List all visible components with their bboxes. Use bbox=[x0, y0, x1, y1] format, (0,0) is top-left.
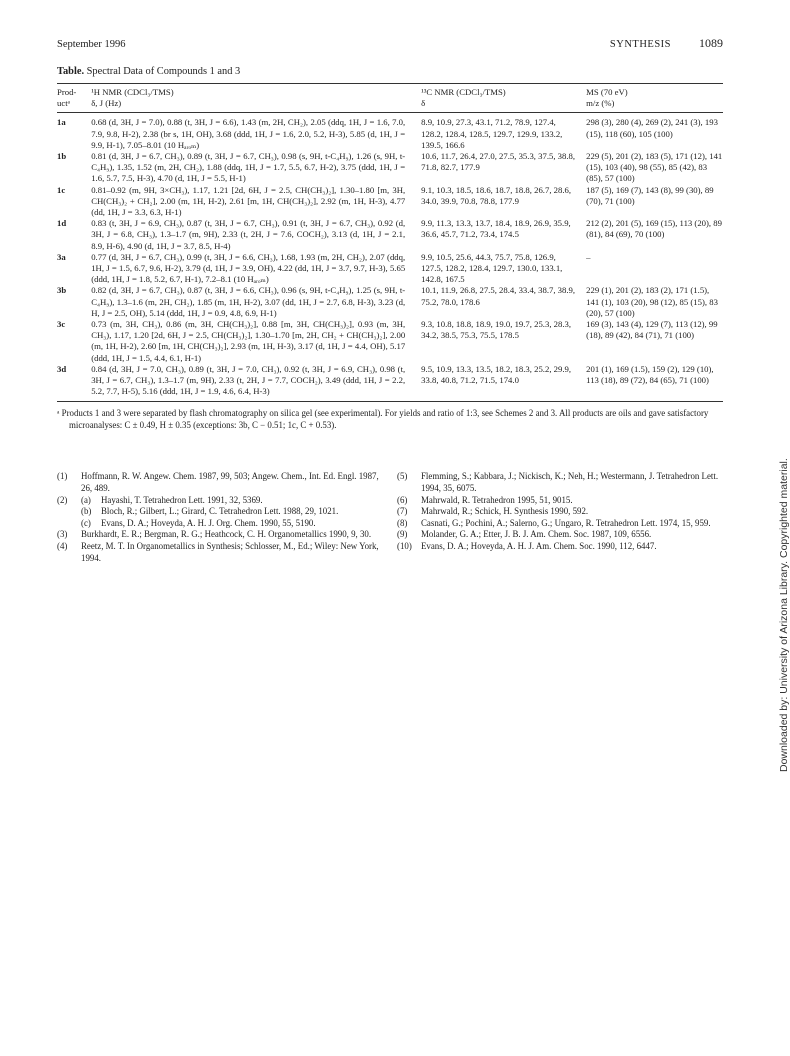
reference-body bbox=[81, 495, 383, 507]
cell-cnmr: 10.6, 11.7, 26.4, 27.0, 27.5, 35.3, 37.5, 38.8, 71.8, 82.7, 177.9 bbox=[421, 151, 576, 173]
reference-item bbox=[57, 529, 383, 541]
cell-product: 3c bbox=[57, 319, 66, 330]
reference-text: Mahrwald, R. Tetrahedron 1995, 51, 9015. bbox=[421, 494, 573, 505]
col-header-line: ¹³C NMR (CDCl₃/TMS) bbox=[421, 87, 506, 97]
table-caption bbox=[57, 66, 723, 77]
reference-item bbox=[57, 506, 383, 518]
cell-ms: 201 (1), 169 (1.5), 159 (2), 129 (10), 113 (18), 89 (72), 84 (65), 71 (100) bbox=[586, 363, 714, 386]
reference-text: Molander, G. A.; Etter, J. B. J. Am. Chem. Soc. 1987, 109, 6556. bbox=[421, 529, 652, 540]
reference-item bbox=[57, 541, 383, 564]
cell-product: 3d bbox=[57, 363, 67, 374]
cell-ms: 212 (2), 201 (5), 169 (15), 113 (20), 89 (81), 84 (69), 70 (100) bbox=[586, 218, 722, 240]
cell-cnmr: 10.1, 11.9, 26.8, 27.5, 28.4, 33.4, 38.7, 38.9, 75.2, 78.0, 178.6 bbox=[421, 285, 576, 307]
reference-number bbox=[57, 506, 81, 518]
cell-ms: 229 (5), 201 (2), 183 (5), 171 (12), 141 (15), 103 (40), 98 (55), 85 (42), 83 (85), 57 (100) bbox=[586, 151, 723, 184]
cell-ms: 298 (3), 280 (4), 269 (2), 241 (3), 193 (15), 118 (60), 105 (100) bbox=[586, 117, 718, 139]
page-number: 1089 bbox=[699, 36, 723, 50]
reference-text: Evans, D. A.; Hoveyda, A. H. J. Am. Chem. Soc. 1990, 112, 6447. bbox=[421, 541, 657, 552]
table-row bbox=[57, 113, 723, 151]
cell-ms: 169 (3), 143 (4), 129 (7), 113 (12), 99 (18), 89 (42), 84 (71), 71 (100) bbox=[586, 319, 718, 341]
spectral-data-table bbox=[57, 83, 723, 402]
reference-number: (1) bbox=[57, 471, 68, 482]
cell-hnmr: 0.81–0.92 (m, 9H, 3×CH₃), 1.17, 1.21 [2d, 6H, J = 2.5, CH(CH₃)₂], 1.30–1.80 [m, 3H, CH(CH₃)₂ + CH₂], 2.00 (m, 1H, H-2), 2.61 [m, 1H, CH(CH₃)₂], 2.92 (m, 1H, H-3), 4.77 (dd, 1H, J = 3.3, 6.3, H-1) bbox=[91, 184, 406, 218]
cell-cnmr: 9.9, 10.5, 25.6, 44.3, 75.7, 75.8, 126.9, 127.5, 128.2, 128.4, 129.7, 130.0, 133.1, 142.8, 167.5 bbox=[421, 251, 563, 285]
reference-item bbox=[397, 495, 723, 507]
reference-number: (3) bbox=[57, 529, 68, 540]
cell-product: 1a bbox=[57, 117, 66, 128]
cell-hnmr: 0.73 (m, 3H, CH₃), 0.86 (m, 3H, CH(CH₃)₂], 0.88 [m, 3H, CH(CH₃)₂], 0.93 (m, 3H, CH₃), 1.17, 1.20 [2d, 6H, J = 2.5, CH(CH₃)₂], 1.30–1.70 [m, 2H, CH₂ + CH(CH₃)₂], 2.00 (m, 1H, H-2), 2.60 [m, 1H, CH(CH₃)₂], 2.93 (m, 1H, H-3), 3.17 (d, 1H, J = 4.4, OH), 5.17 (ddd, 1H, J = 1.5, 4.4, 6.1, H-1) bbox=[91, 319, 406, 363]
reference-number: (5) bbox=[397, 471, 408, 482]
cell-ms: – bbox=[586, 251, 591, 262]
reference-subletter: (b) bbox=[81, 506, 92, 517]
journal-name: SYNTHESIS bbox=[609, 39, 671, 50]
cell-hnmr: 0.82 (d, 3H, J = 6.7, CH₃), 0.87 (t, 3H, J = 6.6, CH₃), 0.96 (s, 9H, t-C₄H₉), 1.25 (s, 9H, t-C₄H₉), 1.3–1.6 (m, 2H, CH₂), 1.85 (m, 1H, H-2), 3.07 (dd, 1H, J = 2.7, 6.8, H-3), 3.23 (d, H, J = 2.5, OH), 5.14 (ddd, 1H, J = 0.9, 4.8, 6.9, H-1) bbox=[91, 285, 406, 318]
reference-number: (2) bbox=[57, 494, 68, 505]
cell-ms: 229 (1), 201 (2), 183 (2), 171 (1.5), 141 (1), 103 (20), 98 (12), 85 (15), 83 (20), 57 (100) bbox=[586, 285, 718, 318]
reference-text: Casnati, G.; Pochini, A.; Salerno, G.; Ungaro, R. Tetrahedron Lett. 1974, 15, 959. bbox=[421, 517, 711, 528]
cell-cnmr: 9.9, 11.3, 13.3, 13.7, 18.4, 18.9, 26.9, 35.9, 36.6, 45.7, 71.2, 73.4, 174.5 bbox=[421, 218, 571, 240]
references bbox=[57, 471, 723, 564]
issue-date: September 1996 bbox=[57, 39, 126, 50]
table-row bbox=[57, 151, 723, 185]
reference-text: Burkhardt, E. R.; Bergman, R. G.; Heathcock, C. H. Organometallics 1990, 9, 30. bbox=[81, 529, 372, 540]
col-header-line: ¹H NMR (CDCl₃/TMS) bbox=[91, 87, 174, 97]
table-row bbox=[57, 319, 723, 364]
reference-item bbox=[397, 518, 723, 530]
col-header-cnmr bbox=[419, 84, 586, 113]
reference-number: (8) bbox=[397, 517, 408, 528]
reference-item bbox=[397, 529, 723, 541]
table-row bbox=[57, 364, 723, 402]
reference-item bbox=[397, 506, 723, 518]
reference-item bbox=[57, 495, 383, 507]
col-header-line: m/z (%) bbox=[586, 98, 615, 109]
cell-cnmr: 8.9, 10.9, 27.3, 43.1, 71.2, 78.9, 127.4, 128.2, 128.4, 128.5, 129.7, 129.9, 133.2, 139.5, 166.6 bbox=[421, 117, 563, 150]
cell-product: 3a bbox=[57, 251, 66, 262]
reference-body bbox=[81, 506, 383, 518]
reference-text: Evans, D. A.; Hoveyda, A. H. J. Org. Chem. 1990, 55, 5190. bbox=[101, 517, 316, 528]
reference-text: Reetz, M. T. In Organometallics in Synthesis; Schlosser, M., Ed.; Wiley: New York, 1994. bbox=[81, 541, 379, 563]
running-header bbox=[57, 36, 723, 52]
reference-number: (6) bbox=[397, 494, 408, 505]
journal-page bbox=[57, 36, 723, 564]
col-header-product bbox=[57, 84, 91, 113]
col-header-ms bbox=[586, 84, 723, 113]
cell-cnmr: 9.1, 10.3, 18.5, 18.6, 18.7, 18.8, 26.7, 28.6, 34.0, 39.9, 70.8, 78.8, 177.9 bbox=[421, 184, 572, 206]
reference-number: (4) bbox=[57, 541, 68, 552]
reference-text: Hoffmann, R. W. Angew. Chem. 1987, 99, 503; Angew. Chem., Int. Ed. Engl. 1987, 26, 489. bbox=[81, 471, 379, 494]
cell-product: 3b bbox=[57, 285, 67, 296]
col-header-line: δ bbox=[421, 98, 426, 109]
cell-product: 1b bbox=[57, 151, 67, 162]
cell-hnmr: 0.68 (d, 3H, J = 7.0), 0.88 (t, 3H, J = 6.6), 1.43 (m, 2H, CH₂), 2.05 (ddq, 1H, J = 1.6, 7.0, 7.9, 9.8, H-2), 2.38 (br s, 1H, OH), 3.68 (ddd, 1H, J = 1.6, 2.0, 5.2, H-3), 5.85 (d, 1H, J = 9.9, H-1), 7.05–8.01 (10 Hₐᵣₒₘ) bbox=[91, 117, 406, 150]
col-header-line: uctᵃ bbox=[57, 98, 70, 109]
cell-hnmr: 0.83 (t, 3H, J = 6.9, CH₃), 0.87 (t, 3H, J = 6.7, CH₃), 0.91 (t, 3H, J = 6.7, CH₃), 0.92 (d, 3H, J = 6.8, CH₃), 1.3–1.7 (m, 9H), 2.33 (t, 2H, J = 7.6, COCH₂), 3.13 (d, 1H, J = 2.1, 8.9, H-6), 4.90 (d, 1H, J = 3.7, 8.5, H-4) bbox=[91, 218, 406, 251]
reference-subletter: (c) bbox=[81, 517, 91, 528]
reference-number: (7) bbox=[397, 506, 408, 517]
cell-product: 1c bbox=[57, 184, 66, 195]
reference-item bbox=[57, 471, 383, 494]
cell-cnmr: 9.3, 10.8, 18.8, 18.9, 19.0, 19.7, 25.3, 28.3, 34.2, 38.5, 75.3, 75.5, 178.5 bbox=[421, 319, 572, 341]
table-title: Spectral Data of Compounds 1 and 3 bbox=[86, 66, 241, 77]
table-row bbox=[57, 285, 723, 319]
reference-subletter: (a) bbox=[81, 494, 91, 505]
cell-cnmr: 9.5, 10.9, 13.3, 13.5, 18.2, 18.3, 25.2, 29.9, 33.8, 40.8, 71.2, 71.5, 174.0 bbox=[421, 363, 572, 386]
reference-text: Mahrwald, R.; Schick, H. Synthesis 1990, 592. bbox=[421, 506, 589, 517]
reference-item bbox=[397, 541, 723, 553]
cell-product: 1d bbox=[57, 218, 67, 229]
references-left-column bbox=[57, 471, 383, 564]
reference-number: (9) bbox=[397, 529, 408, 540]
cell-hnmr: 0.84 (d, 3H, J = 7.0, CH₃), 0.89 (t, 3H, J = 7.0, CH₃), 0.92 (t, 3H, J = 6.9, CH₃), 0.98 (t, 3H, J = 6.7, CH₃), 1.3–1.7 (m, 9H), 2.33 (t, 2H, J = 7.7, COCH₂), 3.49 (ddd, 1H, J = 2.2, 5.2, 7.7, H-5), 5.16 (ddd, 1H, J = 1.9, 4.6, 6.4, H-3) bbox=[91, 363, 406, 397]
references-right-column bbox=[397, 471, 723, 564]
download-notice: Downloaded by: University of Arizona Library. Copyrighted material. bbox=[778, 458, 790, 772]
col-header-line: MS (70 eV) bbox=[586, 87, 628, 97]
cell-hnmr: 0.81 (d, 3H, J = 6.7, CH₃), 0.89 (t, 3H, J = 6.7, CH₃), 0.98 (s, 9H, t-C₄H₉), 1.26 (s, 9H, t-C₄H₉), 1.35, 1.52 (m, 2H, CH₂), 1.88 (ddq, 1H, J = 1.7, 5.5, 6.7, H-2), 3.75 (ddd, 1H, J = 1.6, 5.7, 7.5, H-3), 4.70 (d, 1H, J = 5.5, H-1) bbox=[91, 151, 406, 184]
reference-body bbox=[81, 518, 383, 530]
table-row bbox=[57, 185, 723, 219]
table-header-row bbox=[57, 84, 723, 113]
cell-ms: 187 (5), 169 (7), 143 (8), 99 (30), 89 (70), 71 (100) bbox=[586, 184, 714, 206]
col-header-line: Prod- bbox=[57, 87, 77, 97]
cell-hnmr: 0.77 (d, 3H, J = 6.7, CH₃), 0.99 (t, 3H, J = 6.6, CH₃), 1.68, 1.93 (m, 2H, CH₂), 2.07 (ddq, 1H, J = 1.5, 6.7, 9.6, H-2), 3.79 (d, 1H, J = 3.9, OH), 4.22 (dd, 1H, J = 3.7, 9.7, H-3), 5.65 (ddd, 1H, J = 1.8, 5.2, 6.7, H-1), 7.2–8.1 (10 Hₐᵣₒₘ) bbox=[91, 251, 406, 285]
reference-text: Flemming, S.; Kabbara, J.; Nickisch, K.; Neh, H.; Westermann, J. Tetrahedron Lett. 1994, 35, 6075. bbox=[421, 471, 719, 494]
reference-number bbox=[57, 518, 81, 530]
table-footnote: ᵃ Products 1 and 3 were separated by flash chromatography on silica gel (see experimental). For yields and ratio of 1:3, see Schemes 2 and 3. All products are oils and gave satisfactory microanalyses: C ± 0.49, H ± 0.35 (exceptions: 3b, C − 0.51; 1c, C + 0.53). bbox=[57, 408, 709, 430]
download-watermark bbox=[764, 372, 790, 772]
reference-text: Hayashi, T. Tetrahedron Lett. 1991, 32, 5369. bbox=[101, 494, 263, 505]
table-body bbox=[57, 113, 723, 402]
table-row bbox=[57, 218, 723, 252]
table-row bbox=[57, 252, 723, 286]
col-header-line: δ, J (Hz) bbox=[91, 98, 122, 109]
table-label: Table. bbox=[57, 66, 85, 77]
col-header-hnmr bbox=[91, 84, 419, 113]
reference-text: Bloch, R.; Gilbert, L.; Girard, C. Tetrahedron Lett. 1988, 29, 1021. bbox=[101, 506, 339, 517]
reference-number: (10) bbox=[397, 541, 412, 552]
reference-item bbox=[57, 518, 383, 530]
reference-item bbox=[397, 471, 723, 494]
